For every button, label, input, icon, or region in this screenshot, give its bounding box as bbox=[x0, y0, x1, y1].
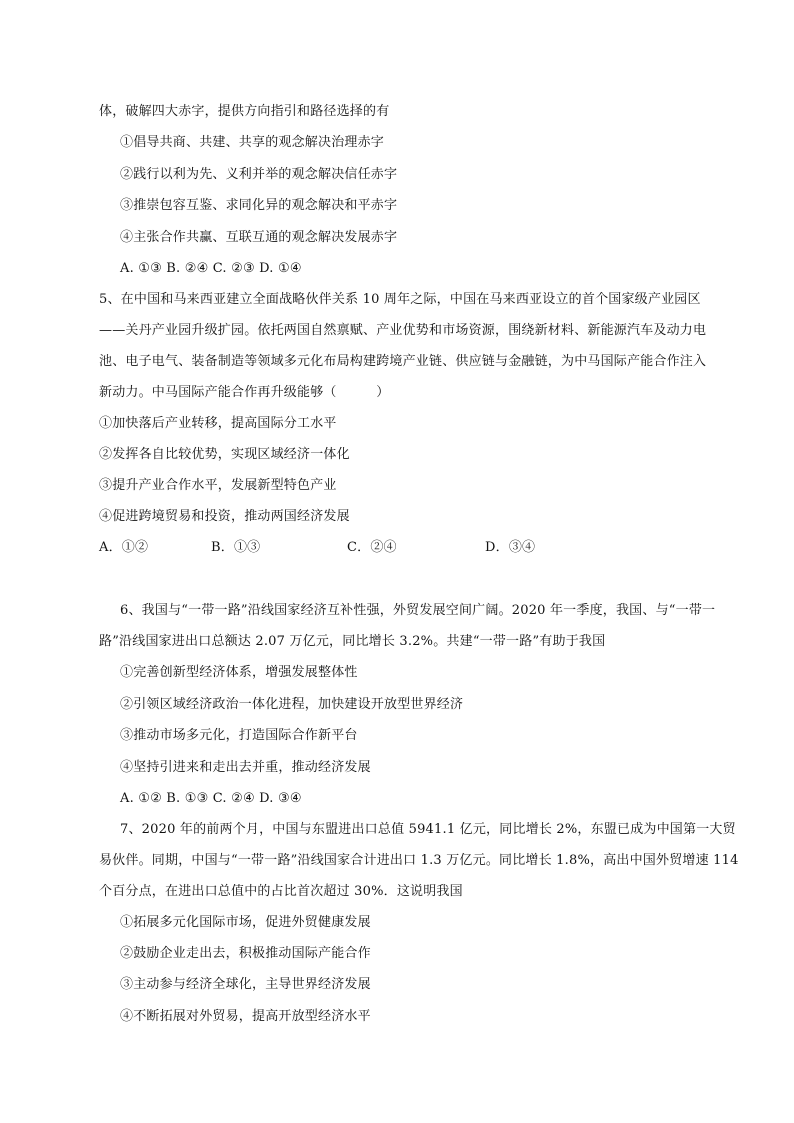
q5-choice-a: A．①② bbox=[99, 540, 149, 555]
q4-option-2: ②践行以利为先、义利并举的观念解决信任赤字 bbox=[120, 167, 398, 182]
q5-stem-line-2: ——关丹产业园升级扩园。依托两国自然禀赋、产业优势和市场资源，围绕新材料、新能源汽车及动力电 bbox=[99, 323, 707, 338]
q4-answer-choices: A. ①③ B. ②④ C. ②③ D. ①④ bbox=[120, 261, 302, 276]
q7-option-1: ①拓展多元化国际市场，促进外贸健康发展 bbox=[120, 915, 371, 930]
q4-option-4: ④主张合作共赢、互联互通的观念解决发展赤字 bbox=[120, 230, 398, 245]
q6-answer-choices: A. ①② B. ①③ C. ②④ D. ③④ bbox=[120, 791, 302, 806]
q7-stem-line-1: 7、2020 年的前两个月，中国与东盟进出口总值 5941.1 亿元，同比增长 2%，东盟已成为中国第一大贸 bbox=[120, 822, 736, 837]
q5-choice-d: D．③④ bbox=[485, 540, 536, 555]
q7-stem-line-2: 易伙伴。同期，中国与“一带一路”沿线国家合计进出口 1.3 万亿元。同比增长 1.8%，高出中国外贸增速 114 bbox=[99, 853, 739, 868]
q4-continuation: 体，破解四大赤字，提供方向指引和路径选择的有 bbox=[99, 104, 390, 119]
q5-option-1: ①加快落后产业转移，提高国际分工水平 bbox=[99, 416, 337, 431]
q6-stem-line-2: 路”沿线国家进出口总额达 2.07 万亿元，同比增长 3.2%。共建“一带一路”有助于我国 bbox=[99, 634, 606, 649]
q7-option-4: ④不断拓展对外贸易，提高开放型经济水平 bbox=[120, 1009, 371, 1024]
q5-stem-line-3: 池、电子电气、装备制造等领域多元化布局构建跨境产业链、供应链与金融链，为中马国际产能合作注入 bbox=[99, 354, 707, 369]
q5-option-4: ④促进跨境贸易和投资，推动两国经济发展 bbox=[99, 509, 350, 524]
q7-stem-line-3: 个百分点，在进出口总值中的占比首次超过 30%．这说明我国 bbox=[99, 884, 463, 899]
q5-option-3: ③提升产业合作水平，发展新型特色产业 bbox=[99, 478, 337, 493]
q5-stem-line-1: 5、在中国和马来西亚建立全面战略伙伴关系 10 周年之际，中国在马来西亚设立的首个国家级产业园区 bbox=[99, 292, 701, 307]
q6-option-4: ④坚持引进来和走出去并重，推动经济发展 bbox=[120, 760, 371, 775]
q5-stem-line-4: 新动力。中马国际产能合作再升级能够（ ） bbox=[99, 385, 390, 400]
q6-option-1: ①完善创新型经济体系，增强发展整体性 bbox=[120, 665, 358, 680]
q5-option-2: ②发挥各自比较优势，实现区域经济一体化 bbox=[99, 447, 350, 462]
q7-option-3: ③主动参与经济全球化，主导世界经济发展 bbox=[120, 977, 371, 992]
q5-choice-b: B．①③ bbox=[211, 540, 261, 555]
q5-answer-choices bbox=[0, 540, 794, 556]
q6-option-2: ②引领区域经济政治一体化进程，加快建设开放型世界经济 bbox=[120, 697, 464, 712]
q6-stem-line-1: 6、我国与“一带一路”沿线国家经济互补性强，外贸发展空间广阔。2020 年一季度，我国、与“一带一 bbox=[120, 603, 716, 618]
q7-option-2: ②鼓励企业走出去，积极推动国际产能合作 bbox=[120, 946, 371, 961]
q4-option-3: ③推崇包容互鉴、求同化异的观念解决和平赤字 bbox=[120, 198, 398, 213]
q5-choice-c: C．②④ bbox=[347, 540, 397, 555]
q4-option-1: ①倡导共商、共建、共享的观念解决治理赤字 bbox=[120, 135, 385, 150]
q6-option-3: ③推动市场多元化，打造国际合作新平台 bbox=[120, 728, 358, 743]
